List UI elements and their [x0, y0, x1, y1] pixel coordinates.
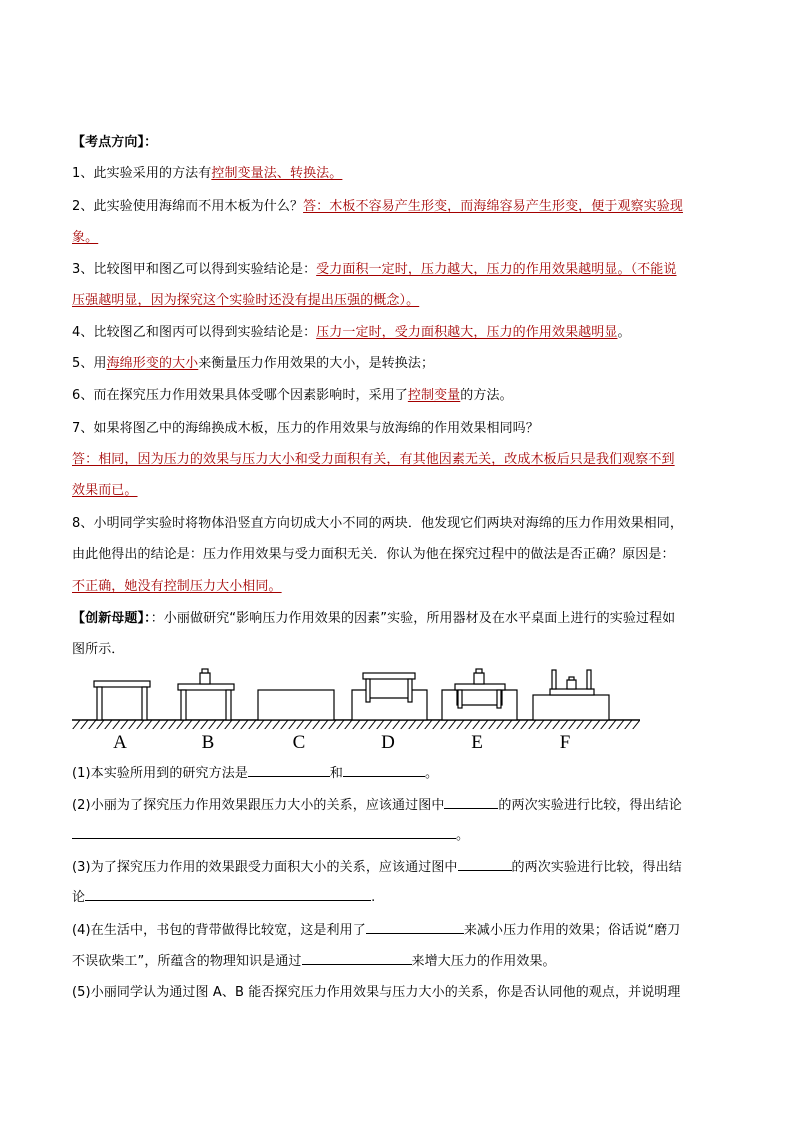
question-3-end: . — [371, 890, 376, 905]
question-1-end: 。 — [425, 766, 439, 781]
question-4 — [72, 919, 722, 941]
figure-label-e: E — [471, 732, 483, 753]
question-3-blank-2[interactable] — [85, 886, 371, 901]
question-4-end: 来增大压力的作用效果。 — [411, 954, 556, 969]
question-1-and: 和 — [329, 766, 344, 781]
setup-d-table-on-sponge — [352, 673, 427, 720]
question-4-text: (4)在生活中，书包的背带做得比较宽，这是利用了 — [72, 923, 366, 938]
setup-a-table — [94, 681, 150, 720]
item-6-answer: 控制变量 — [407, 388, 461, 403]
figure-label-f: F — [559, 732, 571, 753]
intro-line1: ：小丽做研究“影响压力作用效果的因素”实验，所用器材及在水平桌面上进行的实验过程如 — [150, 611, 676, 626]
item-8-answer — [72, 577, 722, 597]
item-3 — [72, 260, 722, 280]
question-2-cont — [72, 824, 722, 846]
item-5-answer: 海绵形变的大小 — [106, 356, 199, 371]
item-8-question-line2: 由此他得出的结论是：压力作用效果与受力面积无关．你认为他在探究过程中的做法是否正确？原因是： — [72, 547, 675, 562]
item-7-answer-cont — [72, 481, 722, 501]
question-3-cont — [72, 886, 722, 908]
item-4-tail: 。 — [617, 325, 631, 340]
question-4-text-3: 不误砍柴工”，所蕴含的物理知识是通过 — [72, 954, 302, 969]
item-7-answer-line2: 效果而已。 — [72, 483, 138, 498]
figure-label-c: C — [292, 732, 306, 753]
item-3-answer-cont: 压强越明显，因为探究这个实验时还没有提出压强的概念）。 — [72, 293, 420, 308]
question-1-blank-2[interactable] — [343, 762, 425, 777]
item-3-cont — [72, 291, 722, 311]
question-2 — [72, 794, 722, 816]
item-5-prefix: 5、用 — [72, 356, 107, 371]
question-1-blank-1[interactable] — [248, 762, 330, 777]
figure-label-a: A — [113, 732, 127, 753]
question-3 — [72, 856, 722, 878]
setup-f-inverted-table-on-sponge — [533, 670, 609, 720]
item-3-text: 3、比较图甲和图乙可以得到实验结论是： — [72, 262, 317, 277]
item-8-answer-text: 不正确，她没有控制压力大小相同。 — [72, 579, 282, 594]
question-3-text-2: 的两次实验进行比较，得出结 — [511, 860, 682, 875]
item-4-answer: 压力一定时，受力面积越大，压力的作用效果越明显 — [316, 325, 618, 340]
question-2-blank-1[interactable] — [444, 794, 498, 809]
question-5: (5)小丽同学认为通过图 A、B 能否探究压力作用效果与压力大小的关系，你是否认同他的观点，并说明理 — [72, 985, 681, 1000]
item-7-question: 7、如果将图乙中的海绵换成木板，压力的作用效果与放海绵的作用效果相同吗？ — [72, 421, 539, 436]
setup-b-table-weight — [178, 669, 234, 720]
question-2-text-2: 的两次实验进行比较，得出结论 — [498, 798, 682, 813]
item-2-answer-cont: 象。 — [72, 230, 99, 245]
item-6-tail: 的方法。 — [460, 388, 513, 403]
item-1-answer: 控制变量法、转换法。 — [211, 166, 343, 181]
question-4-blank-2[interactable] — [302, 950, 412, 965]
item-6 — [72, 386, 722, 406]
question-3-lun: 论 — [72, 890, 86, 905]
item-3-answer: 受力面积一定时，压力越大，压力的作用效果越明显。（不能说 — [316, 262, 677, 277]
question-2-text: (2)小丽为了探究压力作用效果跟压力大小的关系，应该通过图中 — [72, 798, 445, 813]
question-1-text: (1)本实验所用到的研究方法是 — [72, 766, 248, 781]
item-4 — [72, 323, 722, 343]
section-intro — [72, 609, 722, 629]
question-4-text-2: 来减小压力作用的效果；俗话说“磨刀 — [463, 923, 681, 938]
item-1 — [72, 164, 722, 184]
item-2-text: 2、此实验使用海绵而不用木板为什么？ — [72, 199, 304, 214]
intro-line2: 图所示． — [72, 642, 125, 657]
figure-label-b: B — [201, 732, 215, 753]
item-2-cont — [72, 228, 722, 248]
item-2-answer: 答：木板不容易产生形变，而海绵容易产生形变，便于观察实验现 — [303, 199, 683, 214]
item-8-question-line1: 8、小明同学实验时将物体沿竖直方向切成大小不同的两块．他发现它们两块对海绵的压力作用效果相同， — [72, 516, 683, 531]
item-1-text: 1、此实验采用的方法有 — [72, 166, 212, 181]
section-heading-kaodian: 【考点方向】： — [72, 135, 158, 150]
item-6-text: 6、而在探究压力作用效果具体受哪个因素影响时，采用了 — [72, 388, 408, 403]
item-2 — [72, 197, 722, 217]
question-4-cont — [72, 950, 722, 972]
question-2-end: 。 — [456, 828, 470, 843]
item-5 — [72, 354, 722, 374]
item-7-answer — [72, 450, 722, 470]
item-7-answer-line1: 答：相同，因为压力的效果与压力大小和受力面积有关，有其他因素无关，改成木板后只是我们观察不到 — [72, 452, 675, 467]
question-1 — [72, 762, 722, 784]
figure-label-d: D — [381, 732, 395, 753]
item-5-tail: 来衡量压力作用效果的大小，是转换法； — [198, 356, 435, 371]
question-3-text: (3)为了探究压力作用的效果跟受力面积大小的关系，应该通过图中 — [72, 860, 458, 875]
setup-e-table-weight-on-sponge — [442, 669, 517, 720]
question-2-blank-2[interactable] — [72, 824, 456, 839]
item-4-text: 4、比较图乙和图丙可以得到实验结论是： — [72, 325, 317, 340]
setup-c-sponge — [258, 690, 334, 720]
question-3-blank-1[interactable] — [458, 856, 512, 871]
section-heading-chuangxin: 【创新母题】： — [72, 611, 151, 626]
ground-surface — [72, 720, 640, 729]
question-4-blank-1[interactable] — [366, 919, 464, 934]
